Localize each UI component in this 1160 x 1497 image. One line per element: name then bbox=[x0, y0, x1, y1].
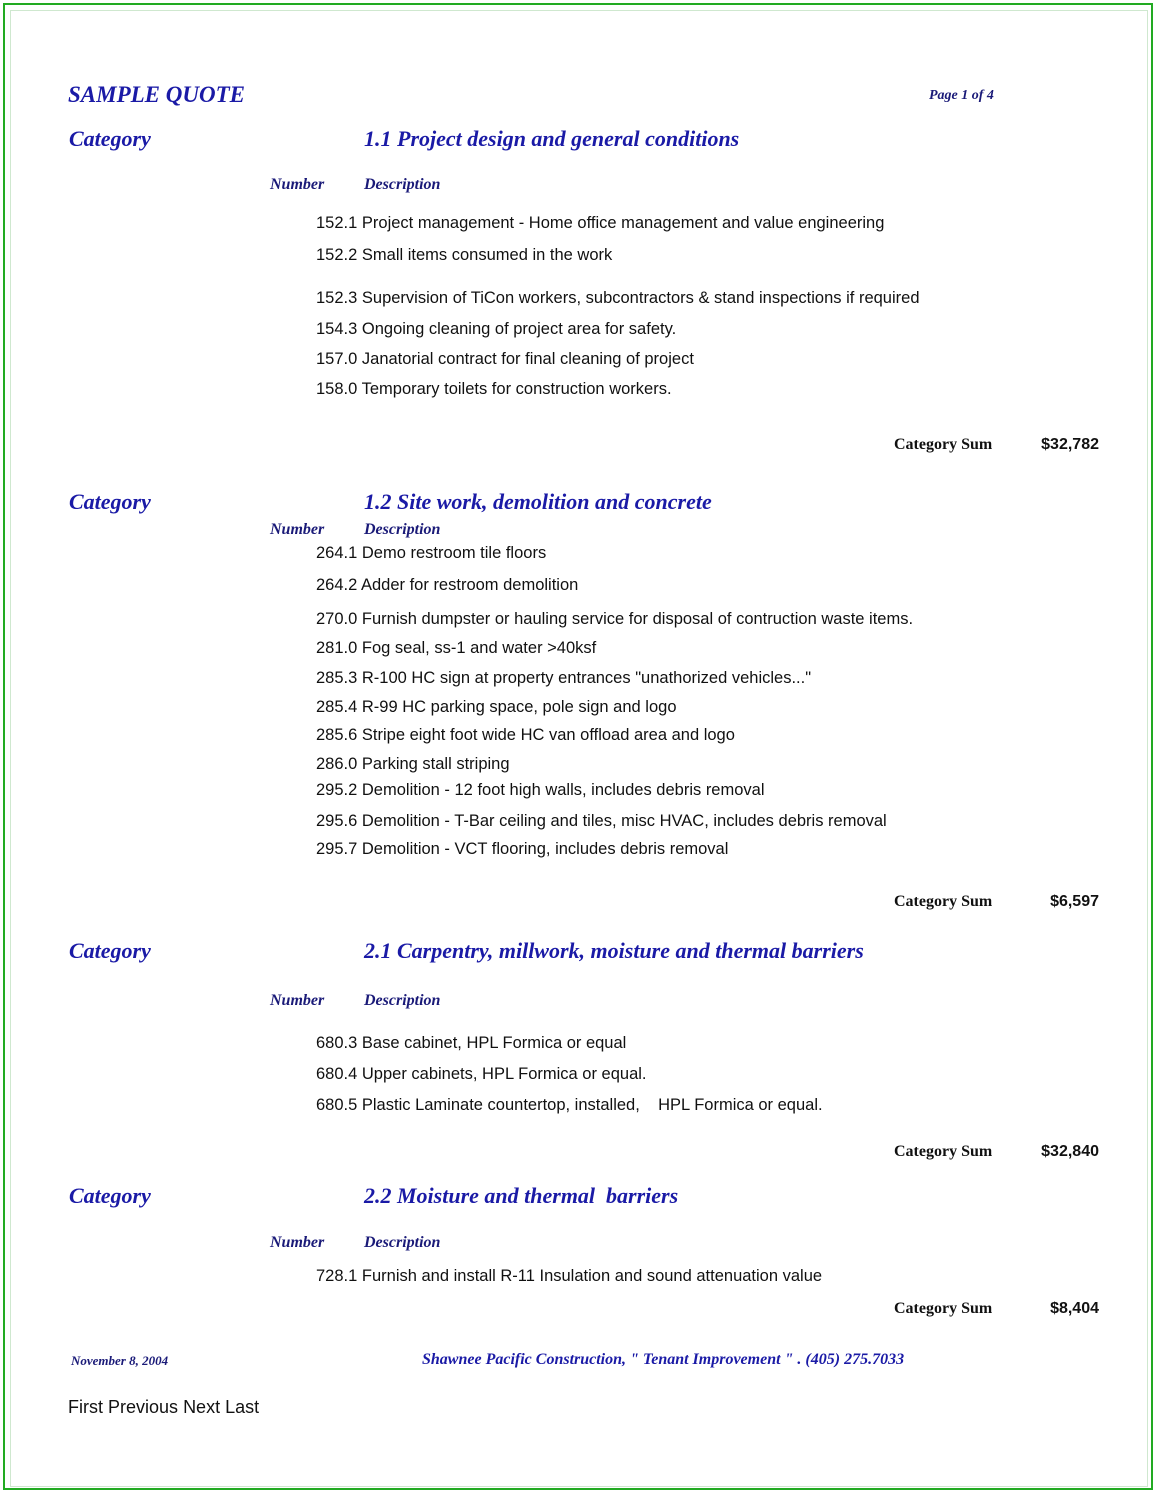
line-item bbox=[316, 576, 578, 595]
nav-first-link[interactable]: First bbox=[68, 1397, 103, 1417]
column-header-description: Description bbox=[364, 1234, 441, 1251]
line-item bbox=[316, 289, 920, 308]
page-navigation bbox=[68, 1397, 259, 1418]
line-item bbox=[316, 639, 596, 658]
item-description: Janatorial contract for final cleaning of project bbox=[361, 350, 694, 368]
item-description: Supervision of TiCon workers, subcontractors & stand inspections if required bbox=[361, 289, 920, 307]
line-item bbox=[316, 1267, 822, 1286]
line-item bbox=[316, 781, 765, 800]
item-number: 270.0 bbox=[316, 610, 358, 628]
item-description: Temporary toilets for construction workers. bbox=[361, 380, 672, 398]
line-item bbox=[316, 1034, 626, 1053]
nav-next-link[interactable]: Next bbox=[183, 1397, 221, 1417]
item-description: Parking stall striping bbox=[361, 755, 510, 773]
item-number: 281.0 bbox=[316, 639, 358, 657]
line-item bbox=[316, 726, 735, 745]
category-label: Category bbox=[69, 126, 151, 151]
line-item bbox=[316, 610, 913, 629]
item-number: 295.2 bbox=[316, 781, 358, 799]
item-number: 264.1 bbox=[316, 544, 358, 562]
line-item bbox=[316, 214, 884, 233]
item-number: 680.5 bbox=[316, 1096, 358, 1114]
category-sum-label: Category Sum bbox=[894, 893, 993, 910]
category-title: 2.1 Carpentry, millwork, moisture and thermal barriers bbox=[364, 938, 864, 963]
line-item bbox=[316, 812, 887, 831]
item-number: 295.7 bbox=[316, 840, 358, 858]
document-title: SAMPLE QUOTE bbox=[68, 82, 245, 107]
item-description: R-99 HC parking space, pole sign and logo bbox=[361, 698, 677, 716]
item-description: Project management - Home office management and value engineering bbox=[361, 214, 885, 232]
item-number: 680.4 bbox=[316, 1065, 358, 1083]
item-description: Demo restroom tile floors bbox=[361, 544, 547, 562]
item-number: 152.2 bbox=[316, 246, 358, 264]
item-number: 295.6 bbox=[316, 812, 358, 830]
item-description: Demolition - 12 foot high walls, includes debris removal bbox=[361, 781, 765, 799]
item-description: Small items consumed in the work bbox=[361, 246, 613, 264]
item-description: R-100 HC sign at property entrances "unathorized vehicles..." bbox=[361, 669, 812, 687]
item-description: Furnish dumpster or hauling service for disposal of contruction waste items. bbox=[361, 610, 914, 628]
item-number: 158.0 bbox=[316, 380, 358, 398]
item-description: Plastic Laminate countertop, installed, HPL Formica or equal. bbox=[361, 1096, 823, 1114]
line-item bbox=[316, 380, 672, 399]
item-description: Fog seal, ss-1 and water >40ksf bbox=[361, 639, 597, 657]
line-item bbox=[316, 544, 546, 563]
item-description: Ongoing cleaning of project area for safety. bbox=[361, 320, 677, 338]
line-item bbox=[316, 1065, 647, 1084]
category-label: Category bbox=[69, 1183, 151, 1208]
item-description: Stripe eight foot wide HC van offload area and logo bbox=[361, 726, 735, 744]
item-number: 285.3 bbox=[316, 669, 358, 687]
line-item bbox=[316, 840, 728, 859]
item-description: Demolition - T-Bar ceiling and tiles, misc HVAC, includes debris removal bbox=[361, 812, 887, 830]
item-number: 285.6 bbox=[316, 726, 358, 744]
item-number: 264.2 bbox=[316, 576, 358, 594]
line-item bbox=[316, 755, 510, 774]
category-sum-value: $32,782 bbox=[1041, 436, 1099, 453]
column-header-description: Description bbox=[364, 992, 441, 1009]
item-description: Furnish and install R-11 Insulation and sound attenuation value bbox=[361, 1267, 823, 1285]
category-label: Category bbox=[69, 489, 151, 514]
item-number: 728.1 bbox=[316, 1267, 358, 1285]
item-number: 152.3 bbox=[316, 289, 358, 307]
item-description: Upper cabinets, HPL Formica or equal. bbox=[361, 1065, 647, 1083]
category-label: Category bbox=[69, 938, 151, 963]
column-header-number: Number bbox=[270, 176, 325, 193]
item-number: 286.0 bbox=[316, 755, 358, 773]
column-header-number: Number bbox=[270, 992, 325, 1009]
category-sum-value: $32,840 bbox=[1041, 1143, 1099, 1160]
item-number: 154.3 bbox=[316, 320, 358, 338]
column-header-number: Number bbox=[270, 1234, 325, 1251]
nav-previous-link[interactable]: Previous bbox=[108, 1397, 179, 1417]
item-description: Adder for restroom demolition bbox=[360, 576, 579, 594]
column-header-description: Description bbox=[364, 521, 441, 538]
category-title: 1.1 Project design and general conditions bbox=[364, 126, 740, 151]
column-header-description: Description bbox=[364, 176, 441, 193]
item-number: 285.4 bbox=[316, 698, 358, 716]
line-item bbox=[316, 246, 612, 265]
item-number: 680.3 bbox=[316, 1034, 358, 1052]
category-sum-label: Category Sum bbox=[894, 1300, 993, 1317]
category-sum-label: Category Sum bbox=[894, 1143, 993, 1160]
column-header-number: Number bbox=[270, 521, 325, 538]
footer-date: November 8, 2004 bbox=[71, 1353, 169, 1368]
item-description: Demolition - VCT flooring, includes debris removal bbox=[361, 840, 729, 858]
category-title: 2.2 Moisture and thermal barriers bbox=[364, 1183, 679, 1208]
category-title: 1.2 Site work, demolition and concrete bbox=[364, 489, 712, 514]
line-item bbox=[316, 320, 676, 339]
line-item bbox=[316, 350, 694, 369]
line-item bbox=[316, 698, 677, 717]
category-sum-value: $6,597 bbox=[1050, 893, 1099, 910]
category-sum-label: Category Sum bbox=[894, 436, 993, 453]
line-item bbox=[316, 669, 811, 688]
item-description: Base cabinet, HPL Formica or equal bbox=[361, 1034, 627, 1052]
category-sum-value: $8,404 bbox=[1050, 1300, 1099, 1317]
page-indicator: Page 1 of 4 bbox=[929, 88, 994, 103]
nav-last-link[interactable]: Last bbox=[225, 1397, 260, 1417]
item-number: 157.0 bbox=[316, 350, 358, 368]
footer-company: Shawnee Pacific Construction, " Tenant Improvement " . (405) 275.7033 bbox=[422, 1351, 905, 1368]
item-number: 152.1 bbox=[316, 214, 358, 232]
line-item bbox=[316, 1096, 823, 1115]
